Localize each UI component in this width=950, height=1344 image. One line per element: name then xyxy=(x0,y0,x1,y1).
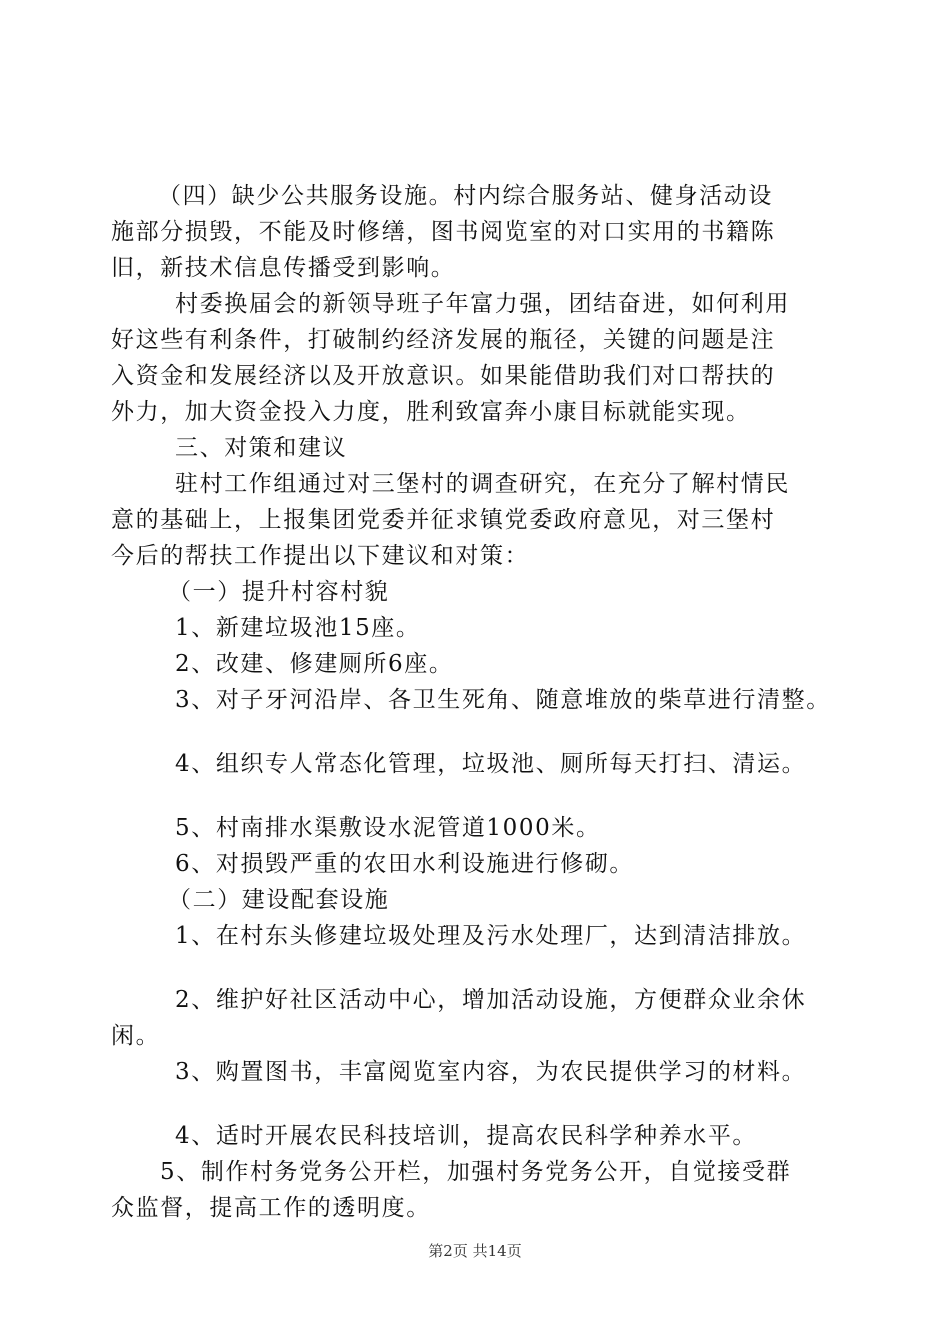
subsection-heading: （一）提升村容村貌 xyxy=(168,579,390,605)
text-line: 施部分损毁，不能及时修缮，图书阅览室的对口实用的书籍陈 xyxy=(111,219,776,245)
text-line: 意的基础上，上报集团党委并征求镇党委政府意见，对三堡村 xyxy=(111,507,776,533)
list-item: 4、组织专人常态化管理，垃圾池、厕所每天打扫、清运。 xyxy=(175,751,807,777)
text-line: 入资金和发展经济以及开放意识。如果能借助我们对口帮扶的 xyxy=(111,363,776,389)
list-item: 2、维护好社区活动中心，增加活动设施，方便群众业余休 xyxy=(175,987,807,1013)
list-item: 6、对损毁严重的农田水利设施进行修砌。 xyxy=(175,851,635,877)
list-item: 3、购置图书，丰富阅览室内容，为农民提供学习的材料。 xyxy=(175,1059,807,1085)
list-item: 5、村南排水渠敷设水泥管道1000米。 xyxy=(175,815,601,841)
page-footer: 第2页 共14页 xyxy=(428,1242,522,1260)
list-item: 1、在村东头修建垃圾处理及污水处理厂，达到清洁排放。 xyxy=(175,923,807,949)
text-line: 外力，加大资金投入力度，胜利致富奔小康目标就能实现。 xyxy=(111,399,751,425)
list-item: 3、对子牙河沿岸、各卫生死角、随意堆放的柴草进行清整。 xyxy=(175,687,831,713)
list-item: 2、改建、修建厕所6座。 xyxy=(175,651,454,677)
text-line: 今后的帮扶工作提出以下建议和对策： xyxy=(111,543,530,569)
list-item: 5、制作村务党务公开栏，加强村务党务公开，自觉接受群 xyxy=(160,1159,792,1185)
section-heading: 三、对策和建议 xyxy=(175,435,348,461)
text-line: 好这些有利条件，打破制约经济发展的瓶径，关键的问题是注 xyxy=(111,327,776,353)
subsection-heading: （二）建设配套设施 xyxy=(168,887,390,913)
text-line: 驻村工作组通过对三堡村的调查研究，在充分了解村情民 xyxy=(175,471,790,497)
text-line: 闲。 xyxy=(111,1023,161,1049)
text-line: 村委换届会的新领导班子年富力强，团结奋进，如何利用 xyxy=(175,291,790,317)
text-line: 众监督，提高工作的透明度。 xyxy=(111,1195,431,1221)
text-line: 旧，新技术信息传播受到影响。 xyxy=(111,255,456,281)
list-item: 4、适时开展农民科技培训，提高农民科学种养水平。 xyxy=(175,1123,758,1149)
list-item: 1、新建垃圾池15座。 xyxy=(175,615,421,641)
text-line: （四）缺少公共服务设施。村内综合服务站、健身活动设 xyxy=(158,183,773,209)
